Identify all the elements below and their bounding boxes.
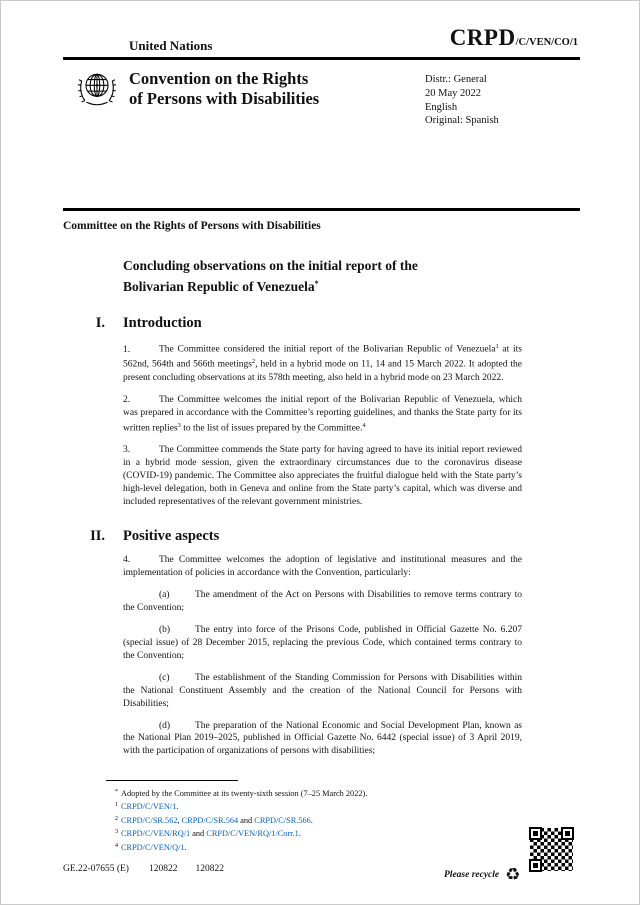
footnote-star: [106, 786, 523, 799]
footnote-marker: 1: [114, 801, 118, 809]
document-title-line2: Bolivarian Republic of Venezuela: [123, 278, 315, 294]
title-footnote-ref: *: [314, 278, 319, 288]
footer-date-2: 120822: [195, 864, 224, 874]
recycle-text: Please recycle: [444, 870, 500, 880]
document-symbol-link[interactable]: CRPD/C/SR.564: [181, 815, 239, 825]
original-language-line: Original: Spanish: [425, 115, 499, 127]
section-heading-text: Introduction: [123, 315, 202, 331]
footnote-separator: [106, 780, 238, 781]
committee-name: Committee on the Rights of Persons with Disabilities: [63, 220, 321, 232]
document-symbol-link[interactable]: CRPD/C/SR.566: [254, 815, 311, 825]
document-title: [123, 257, 522, 295]
footnote-text: and: [190, 829, 207, 839]
subparagraph-marker: (a): [159, 590, 170, 601]
paragraph-number: 1.: [123, 344, 131, 355]
footnote-text: .: [184, 842, 187, 852]
please-recycle-label: [444, 865, 520, 885]
footnote-marker: 4: [114, 841, 118, 849]
footnotes-section: [63, 780, 523, 853]
footnote-ref-4: 4: [362, 421, 366, 429]
qr-finder-top-right: [561, 827, 574, 840]
paragraph-text: The Committee considered the initial report of the Bolivarian Republic of Venezuela: [159, 344, 496, 355]
paragraph-text: to the list of issues prepared by the Committee.: [180, 423, 363, 434]
convention-title-line2: of Persons with Disabilities: [129, 89, 320, 108]
footnote-marker: 3: [114, 828, 118, 836]
footnote-text: .: [310, 815, 313, 825]
paragraph-text: The Committee welcomes the adoption of legislative and institutional measures and the implementation of policies in accordance with the Convention, particularly:: [123, 555, 522, 579]
subparagraph-d: [123, 720, 522, 759]
footnote-3: [106, 826, 523, 839]
ge-number-line: [63, 864, 224, 874]
footnote-2: [106, 813, 523, 826]
footnote-marker: *: [114, 788, 118, 795]
document-symbol: [450, 25, 578, 51]
subparagraph-text: The amendment of the Act on Persons with Disabilities to remove terms contrary to the Convention;: [123, 590, 522, 614]
paragraph-3: [123, 444, 522, 509]
footnote-ref-3: 3: [177, 421, 181, 429]
subparagraph-marker: (d): [159, 720, 171, 731]
section-numeral: I.: [95, 315, 105, 331]
section-heading-text: Positive aspects: [123, 528, 220, 545]
section-numeral: II.: [90, 528, 105, 545]
paragraph-1: [123, 341, 522, 385]
paragraph-text: The Committee welcomes the initial report of the Bolivarian Republic of Venezuela, which was prepared in accordance with the Committee’s reporting guidelines, and thanks the State party for its written replies: [123, 394, 522, 434]
subparagraph-text: The preparation of the National Economic and Social Development Plan, known as the National Plan 2019–2025, published in Official Gazette No. 6442 (special issue) of 3 April 2019, with the participation of organizations of persons with disabilities;: [123, 720, 522, 757]
paragraph-text: at its 562nd, 564th and 566th meetings: [123, 344, 523, 370]
paragraph-2: [123, 394, 522, 435]
distribution-info: [425, 73, 499, 128]
convention-title-line1: Convention on the Rights: [129, 69, 309, 88]
subparagraph-b: [123, 624, 522, 663]
document-symbol-link[interactable]: CRPD/C/VEN/RQ/1/Corr.1: [206, 829, 299, 839]
paragraph-number: 3.: [123, 444, 131, 455]
document-body: [63, 247, 522, 758]
document-symbol-link[interactable]: CRPD/C/VEN/1: [121, 802, 177, 812]
date-line: 20 May 2022: [425, 87, 481, 99]
footer-date-1: 120822: [148, 864, 178, 874]
symbol-suffix: /C/VEN/CO/1: [515, 37, 578, 48]
subparagraph-text: The entry into force of the Prisons Code, published in Official Gazette No. 6.207 (special issue) of 28 December 2015, replacing the previous Code, which contained terms contrary to the Convention;: [123, 625, 522, 661]
footnote-ref-1: 1: [495, 343, 499, 350]
footnote-4: [106, 840, 523, 853]
subparagraph-text: The establishment of the Standing Commission for Persons with Disabilities within the National Constituent Assembly and the creation of the National Council for Persons with Disabilities;: [123, 672, 522, 709]
header-rule-bottom: [63, 208, 580, 211]
footnote-ref-2: 2: [251, 358, 256, 366]
symbol-prefix: CRPD: [449, 25, 516, 50]
subparagraph-marker: (c): [159, 672, 170, 683]
header-rule-top: [63, 57, 580, 60]
footnote-text: ,: [177, 815, 182, 825]
language-line: English: [425, 101, 458, 113]
section-heading-positive-aspects: [63, 527, 522, 545]
footnote-text: and: [238, 815, 255, 825]
paragraph-text: The Committee commends the State party for having agreed to have its initial report reviewed in a hybrid mode session, given the extraordinary circumstances due to the coronavirus disease (COVID-19) pandemic. The Committee also appreciates the fruitful dialogue held with the State party’s high-level delegation, both in Geneva and online from the State party’s capital, which was diverse and included representatives of the relevant government ministries.: [123, 444, 522, 507]
document-symbol-link[interactable]: CRPD/C/SR.562: [121, 815, 178, 825]
paragraph-text: , held in a hybrid mode on 11, 14 and 15 March 2022. It adopted the present concluding observations at its 578th meeting, also held in a hybrid mode on 23 March 2022.: [123, 359, 522, 383]
subparagraph-a: [123, 589, 522, 615]
qr-finder-top-left: [529, 827, 542, 840]
subparagraph-marker: (b): [159, 625, 171, 636]
document-title-line1: Concluding observations on the initial report of the: [123, 258, 418, 273]
qr-code: [528, 826, 575, 873]
subparagraph-c: [123, 672, 522, 711]
ge-number: GE.22-07655 (E): [63, 864, 129, 874]
recycle-icon: ♻: [505, 865, 521, 885]
section-heading-introduction: [63, 314, 522, 332]
org-name: United Nations: [129, 38, 213, 53]
distr-line: Distr.: General: [425, 74, 487, 85]
paragraph-number: 2.: [123, 394, 131, 405]
footnote-1: [106, 799, 523, 812]
paragraph-4: [123, 554, 522, 580]
paragraph-number: 4.: [123, 555, 131, 566]
footnote-text: Adopted by the Committee at its twenty-sixth session (7–25 March 2022).: [121, 789, 368, 798]
footnote-marker: 2: [114, 814, 118, 822]
convention-title: [129, 69, 319, 109]
document-symbol-link[interactable]: CRPD/C/VEN/RQ/1: [121, 829, 191, 839]
document-symbol-link[interactable]: CRPD/C/VEN/Q/1: [121, 842, 185, 852]
footnote-text: .: [176, 802, 179, 812]
qr-finder-bottom-left: [529, 859, 542, 872]
un-emblem-icon: [76, 68, 118, 110]
footnote-text: .: [298, 829, 301, 839]
